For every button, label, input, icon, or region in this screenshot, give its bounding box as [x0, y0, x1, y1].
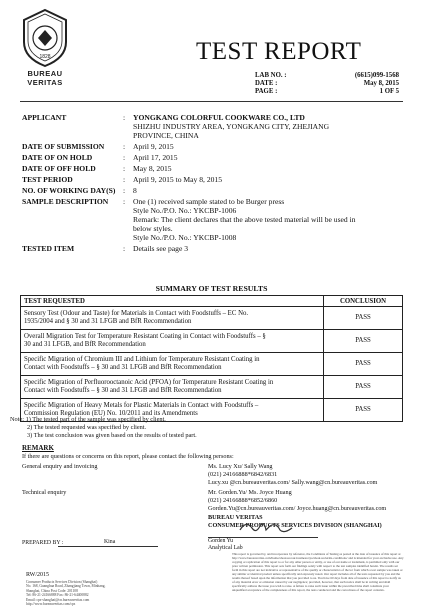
report-title: TEST REPORT: [196, 38, 362, 65]
logo-year: 1828: [39, 54, 51, 60]
logo-brand-line2: VERITAS: [27, 78, 63, 87]
logo-brand-line1: BUREAU: [27, 69, 63, 78]
colon: :: [123, 175, 126, 184]
prepared-by-line: [58, 546, 158, 547]
test-results-table: [20, 295, 403, 422]
general-phone: (021) 24166888*6842/6831: [208, 471, 278, 478]
footer-address-line: Tel: 86-21-24166888 Fax: 86-21-64400882: [26, 593, 89, 598]
col-conclusion: CONCLUSION: [324, 296, 403, 307]
prepared-by-name: Kina: [104, 539, 116, 545]
test-period-value: April 9, 2015 to May 8, 2015: [133, 175, 223, 184]
off-hold-label: DATE OF OFF HOLD: [22, 164, 96, 173]
result-cell: PASS: [324, 307, 403, 330]
signer-name: Gorden Yu: [208, 538, 234, 544]
footer-address-line: Email: cps-shanghai@cn.bureauveritas.com: [26, 597, 90, 602]
working-days-value: 8: [133, 186, 137, 195]
date-value: May 8, 2015: [363, 80, 399, 87]
technical-email: Gorden.Yu@cn.bureauveritas.com/ Joyce.huang@cn.bureauveritas.com: [208, 505, 387, 512]
colon: :: [123, 113, 126, 122]
colon: :: [123, 164, 126, 173]
lab-no-value: (6615)099-1568: [354, 72, 399, 79]
general-enquiry-label: General enquiry and invoicing: [22, 463, 98, 470]
form-code: RW/2015: [26, 572, 50, 578]
table-header-row: [21, 296, 403, 307]
colon: :: [123, 186, 126, 195]
note-1: Note: 1) The tested part of the sample was specified by client.: [10, 416, 166, 423]
org-line1: BUREAU VERITAS: [208, 514, 263, 521]
sample-line1: One (1) received sample stated to be Burger press: [133, 197, 285, 206]
on-hold-label: DATE OF ON HOLD: [22, 153, 93, 162]
colon: :: [123, 197, 126, 206]
table-row: [21, 376, 403, 399]
footer-address-line: Shanghai, China Post Code: 201108: [26, 588, 78, 593]
on-hold-value: April 17, 2015: [133, 153, 178, 162]
technical-phone: (021) 24166888*6852/6860: [208, 497, 278, 504]
general-email: Lucy.xu @cn.bureauveritas.com/ Sally.wang@cn.bureauveritas.com: [208, 479, 378, 486]
colon: :: [123, 142, 126, 151]
colon: :: [123, 153, 126, 162]
test-cell: Sensory Test (Odour and Taste) for Materials in Contact with Foodstuffs – EC No. 1935/2004 and § 30 and 31 LFGB and BfR Recommendation: [21, 307, 324, 330]
signer-title: Analytical Lab: [208, 545, 243, 551]
sample-line2: Style No./P.O. No.: YKCBP-1006: [133, 206, 237, 215]
test-cell: Specific Migration of Chromium III and Lithium for Temperature Resistant Coating in Contact with Foodstuffs – § 30 and 31 LFGB and BfR Recommendation: [21, 353, 324, 376]
technical-names: Mr. Gorden.Yu/ Ms. Joyce Huang: [208, 489, 292, 496]
remark-intro: If there are questions or concerns on this report, please contact the following persons:: [22, 453, 234, 460]
test-cell: Specific Migration of Heavy Metals for Plastic Materials in Contact with Foodstuffs – Commission Regulation (EU) No. 10/2011 and its Amendments: [21, 399, 324, 422]
applicant-name: YONGKANG COLORFUL COOKWARE CO., LTD: [133, 113, 305, 122]
sample-line5: Style No./P.O. No.: YKCBP-1008: [133, 233, 237, 242]
page-value: 1 OF 5: [379, 88, 399, 95]
submission-label: DATE OF SUBMISSION: [22, 142, 105, 151]
prepared-by-label: PREPARED BY :: [22, 540, 64, 546]
tested-item-value: Details see page 3: [133, 244, 189, 253]
working-days-label: NO. OF WORKING DAY(S): [22, 186, 116, 195]
submission-value: April 9, 2015: [133, 142, 174, 151]
result-cell: PASS: [324, 399, 403, 422]
logo-seal-icon: [18, 8, 72, 68]
result-cell: PASS: [324, 376, 403, 399]
table-row: [21, 330, 403, 353]
footer-disclaimer: This report is governed by, and incorporates by reference, the Conditions of Testing as posted at the date of issuance of this report at http://www.bureauveritas.com/home/about-us/our-business/cps/about-us/terms-conditions/ and is intended for your exclusive use. Any copying or replication of this report to or for any other person or entity, or use of our name or trademark, is permitted only with our prior written permission. This report sets forth our findings solely with respect to the test samples identified herein. The results set forth in this report are not indicative or representative of the quality or characteristics of the lot from which a test sample was taken or any similar or identical product unless specifically and expressly noted. Our report includes all of the tests requested by you and the results thereof based upon the information that you provided to us. You have 60 days from date of issuance of this report to notify us of any material error or omission caused by our negligence; provided, however, that such notice shall be in writing and shall specifically address the issue you wish to raise. A failure to raise such issue within the prescribed time shall constitute your unqualified acceptance of the completeness of this report, the tests conducted and the correctness of the report contents.: [232, 552, 404, 592]
footer-address-line: http://www.bureauveritas.com/cps: [26, 602, 76, 606]
off-hold-value: May 8, 2015: [133, 164, 172, 173]
footer-address: [26, 580, 156, 606]
test-period-label: TEST PERIOD: [22, 175, 73, 184]
sample-line3: Remark: The client declares that the above tested material will be used in: [133, 215, 356, 224]
sample-label: SAMPLE DESCRIPTION: [22, 197, 109, 206]
bureau-veritas-logo: [18, 8, 72, 88]
table-row: [21, 353, 403, 376]
note-3: 3) The test conclusion was given based on the results of tested part.: [27, 432, 197, 439]
page-label: PAGE :: [255, 88, 278, 95]
general-names: Ms. Lucy Xu/ Sally Wang: [208, 463, 273, 470]
table-row: [21, 307, 403, 330]
footer-address-line: No. 168, Guanghua Road, Zhangjiang Town, Minhang,: [26, 584, 106, 589]
date-label: DATE :: [255, 80, 278, 87]
test-cell: Overall Migration Test for Temperature Resistant Coating in Contact with Foodstuffs – § 30 and 31 LFGB, and BfR Recommendation: [21, 330, 324, 353]
result-cell: PASS: [324, 330, 403, 353]
signature-icon: [236, 516, 296, 538]
colon: :: [123, 244, 126, 253]
remark-title: REMARK: [22, 444, 54, 452]
sample-line4: below styles.: [133, 224, 173, 233]
footer-address-line: Consumer Products Services Division (Shanghai): [26, 580, 98, 584]
col-test-requested: TEST REQUESTED: [21, 296, 324, 307]
org-line2: CONSUMER PRODUCTS SERVICES DIVISION (SHANGHAI): [208, 522, 382, 529]
tested-item-label: TESTED ITEM: [22, 244, 75, 253]
lab-no-label: LAB NO. :: [255, 72, 287, 79]
test-cell: Specific Migration of Perfluorooctanoic Acid (PFOA) for Temperature Resistant Coating in Contact with Foodstuffs – § 30 and 31 LFGB and BfR Recommendation: [21, 376, 324, 399]
technical-enquiry-label: Technical enquiry: [22, 489, 67, 496]
header-divider: [20, 101, 403, 102]
summary-title: SUMMARY OF TEST RESULTS: [155, 284, 268, 293]
applicant-label: APPLICANT: [22, 113, 67, 122]
note-2: 2) The tested requested was specified by client.: [27, 424, 147, 431]
result-cell: PASS: [324, 353, 403, 376]
applicant-address: SHIZHU INDUSTRY AREA, YONGKANG CITY, ZHEJIANG PROVINCE, CHINA: [133, 122, 330, 140]
